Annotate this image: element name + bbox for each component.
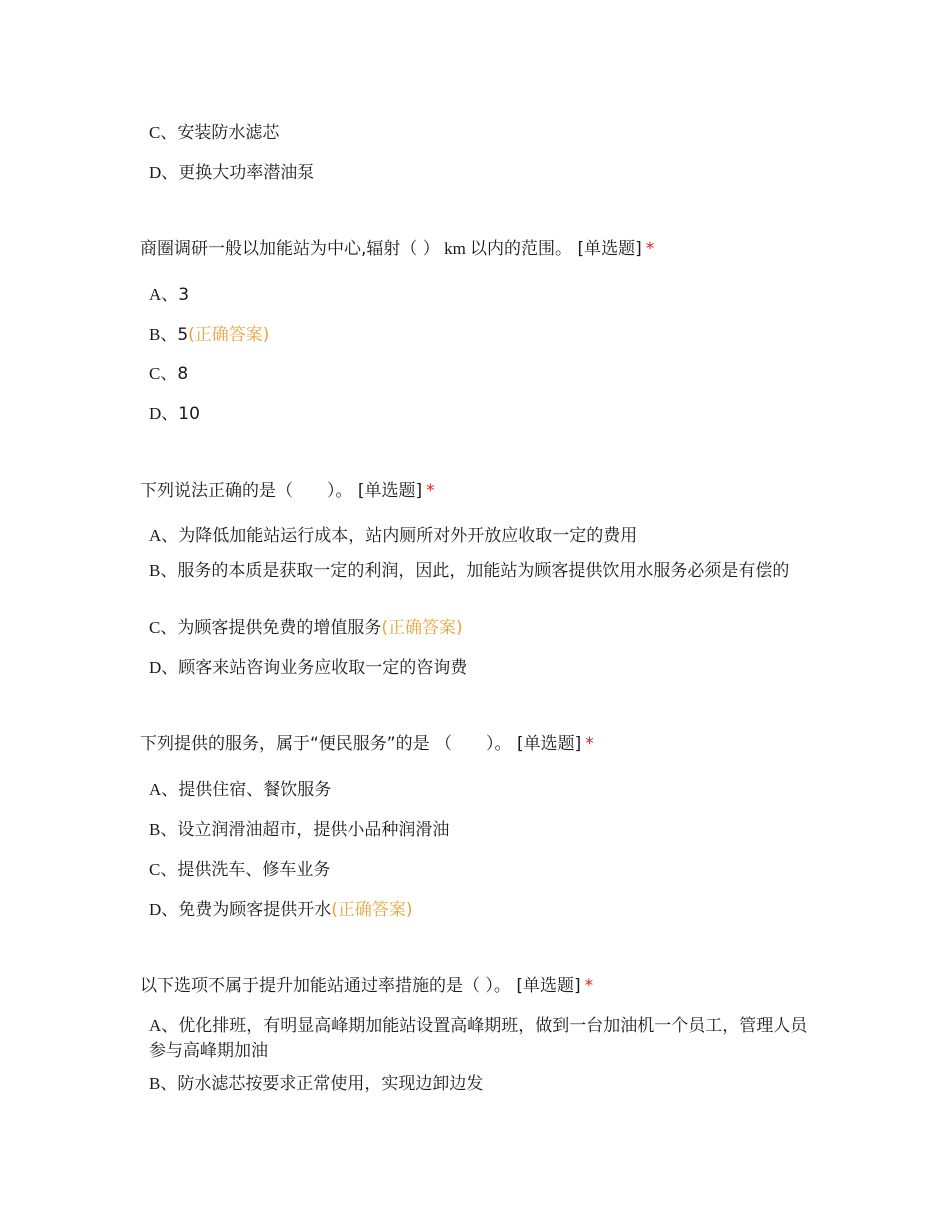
option-letter: B、: [149, 561, 178, 580]
option-text: 更换大功率潜油泵: [178, 163, 315, 183]
option-letter: C、: [149, 364, 178, 383]
option-letter: C、: [149, 618, 178, 637]
option-q1-a: [149, 283, 189, 307]
option-text: 免费为顾客提供开水: [178, 900, 332, 920]
option-q1-c: [149, 362, 188, 386]
option-letter: B、: [149, 820, 178, 839]
option-letter: D、: [149, 163, 179, 182]
option-text: 提供洗车、修车业务: [177, 860, 331, 880]
question-type-badge: [单选题]: [516, 976, 581, 996]
option-text: 为顾客提供免费的增值服务: [177, 618, 382, 638]
option-text: 防水滤芯按要求正常使用，实现边卸边发: [177, 1074, 484, 1094]
option-text: 为降低加能站运行成本，站内厕所对外开放应收取一定的费用: [178, 526, 638, 546]
correct-answer-label: (正确答案): [331, 900, 413, 920]
question-title-q3: [140, 732, 594, 756]
option-text: 3: [178, 285, 190, 305]
option-letter: B、: [149, 325, 178, 344]
question-text: 下列提供的服务，属于“便民服务”的是 （ ）。: [140, 734, 512, 754]
option-text: 10: [178, 404, 200, 424]
option-q3-b: [149, 818, 449, 842]
correct-answer-label: (正确答案): [381, 618, 463, 638]
option-letter: C、: [149, 860, 178, 879]
question-type-badge: [单选题]: [516, 734, 582, 754]
option-letter: C、: [149, 123, 178, 142]
option-text: 5: [177, 325, 189, 345]
option-text: 优化排班，有明显高峰期加能站设置高峰期班，做到一台加油机一个员工，管理人员参与高峰期加油: [149, 1016, 808, 1061]
option-q2-c: [149, 616, 463, 640]
correct-answer-label: (正确答案): [188, 325, 270, 345]
option-q2-b: [149, 558, 809, 584]
option-letter: B、: [149, 1074, 178, 1093]
question-title-q4: [140, 974, 593, 998]
option-text: 顾客来站咨询业务应收取一定的咨询费: [178, 658, 468, 678]
question-title-q2: [140, 479, 435, 503]
question-type-badge: [单选题]: [577, 239, 642, 259]
option-q1-b: [149, 323, 269, 347]
option-q1-d: [149, 402, 200, 426]
required-asterisk: *: [585, 734, 594, 754]
option-letter: D、: [149, 900, 179, 919]
required-asterisk: *: [645, 239, 655, 259]
option-text: 服务的本质是获取一定的利润，因此，加能站为顾客提供饮用水服务必须是有偿的: [177, 561, 790, 581]
question-unit: km: [439, 239, 471, 258]
question-text-end: 以内的范围。: [470, 239, 573, 259]
option-q2-a: [149, 524, 637, 548]
question-text: 下列说法正确的是（ ）。: [140, 481, 353, 501]
required-asterisk: *: [426, 481, 435, 501]
option-text: 提供住宿、餐饮服务: [178, 780, 332, 800]
option-q2-d: [149, 656, 467, 680]
option-letter: A、: [149, 285, 179, 304]
option-letter: A、: [149, 1016, 179, 1035]
question-title-q1: [140, 237, 654, 261]
option-letter: A、: [149, 526, 179, 545]
option-q3-a: [149, 778, 331, 802]
option-letter: D、: [149, 658, 179, 677]
option-letter: A、: [149, 780, 179, 799]
option-q0-c: [149, 121, 279, 145]
option-q3-c: [149, 858, 330, 882]
option-q4-b: [149, 1072, 483, 1096]
option-text: 8: [177, 364, 189, 384]
option-q3-d: [149, 898, 413, 922]
question-text: 商圈调研一般以加能站为中心,辐射（ ）: [140, 239, 440, 259]
option-text: 安装防水滤芯: [177, 123, 280, 143]
required-asterisk: *: [584, 976, 594, 996]
option-text: 设立润滑油超市，提供小品种润滑油: [177, 820, 450, 840]
option-letter: D、: [149, 404, 179, 423]
question-type-badge: [单选题]: [357, 481, 423, 501]
question-text: 以下选项不属于提升加能站通过率措施的是（ ）。: [140, 976, 511, 996]
option-q0-d: [149, 161, 314, 185]
option-q4-a: [149, 1013, 809, 1064]
